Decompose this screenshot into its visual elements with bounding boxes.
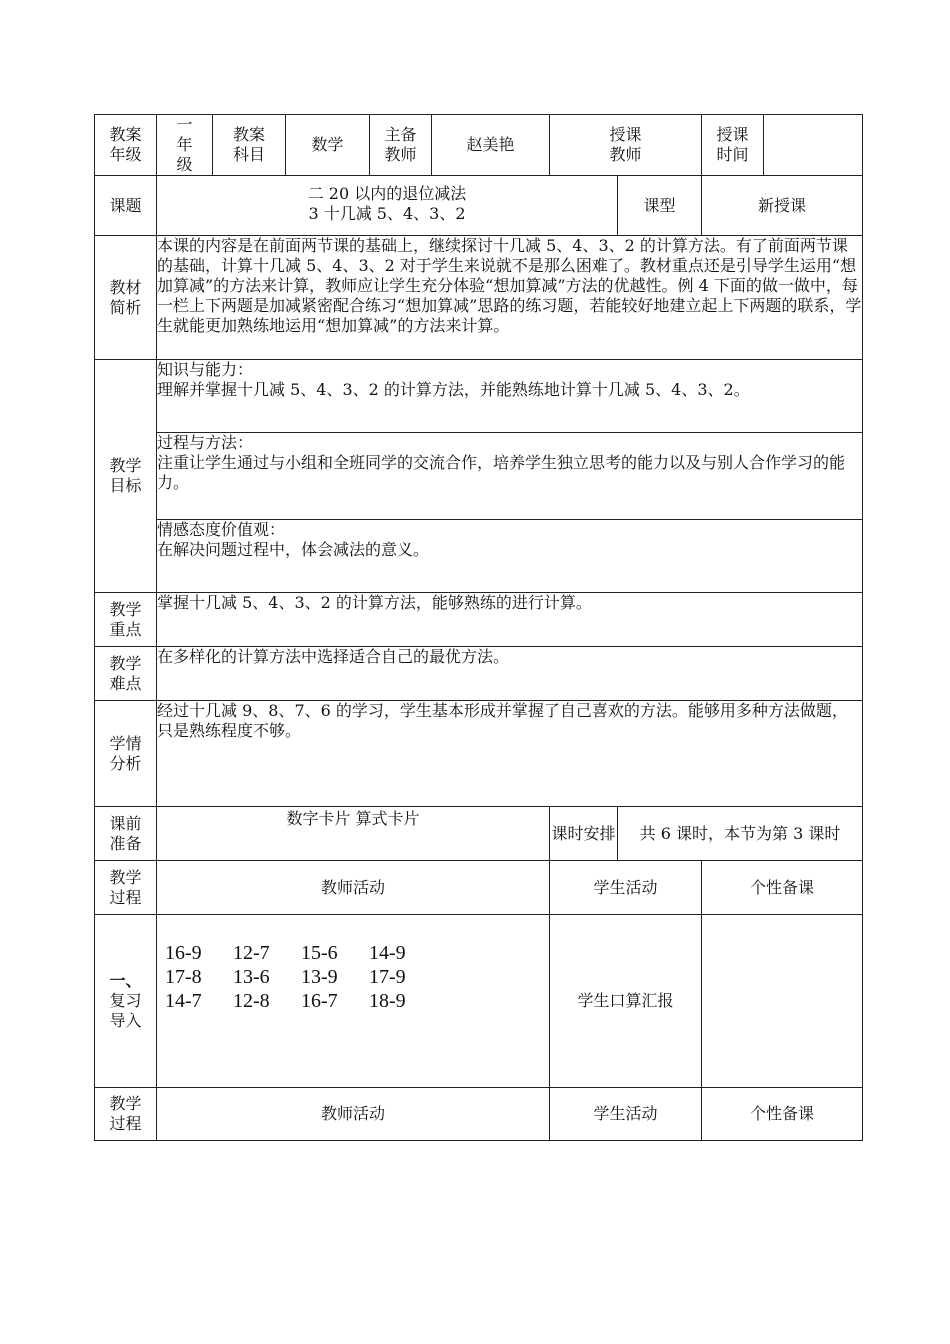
topic-line-2: 3 十几减 5、4、3、2 (308, 204, 466, 223)
exercise-item: 17-9 (369, 966, 406, 988)
lesson-type-value: 新授课 (702, 176, 863, 236)
difficulty-text: 在多样化的计算方法中选择适合自己的最优方法。 (157, 647, 863, 701)
goals-knowledge-row (95, 360, 863, 433)
analysis-text: 经过十几减 9、8、7、6 的学习，学生基本形成并掌握了自己喜欢的方法。能够用多种方法做题，只是熟练程度不够。 (157, 701, 863, 807)
difficulty-row (95, 647, 863, 701)
review-exercises (157, 915, 550, 1088)
goal-emotion (157, 520, 863, 593)
goal-emotion-text: 在解决问题过程中，体会减法的意义。 (157, 540, 430, 559)
prep-label: 课前准备 (95, 807, 157, 861)
subject-label: 教案科目 (213, 115, 286, 176)
review-student-activity: 学生口算汇报 (550, 915, 702, 1088)
schedule-value: 共 6 课时，本节为第 3 课时 (618, 807, 863, 861)
goal-emotion-head: 情感态度价值观： (157, 520, 286, 539)
grade-value: 一年级 (157, 115, 213, 176)
goals-process-row (95, 433, 863, 520)
goals-emotion-row (95, 520, 863, 593)
header-row (95, 115, 863, 176)
time-label: 授课时间 (702, 115, 764, 176)
lead-teacher-label: 主备教师 (370, 115, 432, 176)
exercise-item: 14-9 (369, 942, 406, 964)
topic-row (95, 176, 863, 236)
exercise-item: 16-9 (165, 942, 202, 964)
review-label-num: 一、 (109, 971, 142, 990)
exercise-item: 13-9 (301, 966, 338, 988)
review-row (95, 915, 863, 1088)
exercise-item: 12-8 (233, 990, 270, 1012)
analysis-row (95, 701, 863, 807)
exercise-row (165, 965, 541, 989)
goal-knowledge (157, 360, 863, 433)
goal-knowledge-text: 理解并掌握十几减 5、4、3、2 的计算方法，并能熟练地计算十几减 5、4、3、2。 (157, 380, 750, 399)
analysis-label: 学情分析 (95, 701, 157, 807)
exercise-item: 12-7 (233, 942, 270, 964)
goal-process-text: 注重让学生通过与小组和全班同学的交流合作，培养学生独立思考的能力以及与别人合作学习的能力。 (157, 453, 846, 492)
exercise-item: 14-7 (165, 990, 202, 1012)
review-personal-prep (702, 915, 863, 1088)
exercise-item: 17-8 (165, 966, 202, 988)
goal-knowledge-head: 知识与能力： (157, 360, 254, 379)
exercise-row (165, 941, 541, 965)
process-header-row (95, 861, 863, 915)
focus-row (95, 593, 863, 647)
student-activity-header: 学生活动 (550, 861, 702, 915)
schedule-label: 课时安排 (550, 807, 618, 861)
goals-label: 教学目标 (95, 360, 157, 593)
exercise-item: 18-9 (369, 990, 406, 1012)
textbook-text: 本课的内容是在前面两节课的基础上，继续探讨十几减 5、4、3、2 的计算方法。有了前面两节课的基础，计算十几减 5、4、3、2 对于学生来说就不是那么困难了。教材重点还是引导学生运用“想加算减”的方法来计算，教师应让学生充分体验“想加算减”方法的优越性。例 4 下面的做一做中，每一栏上下两题是加减紧密配合练习“想加算减”思路的练习题，若能较好地建立起上下两题的联系，学生就能更加熟练地运用“想加算减”的方法来计算。 (157, 236, 863, 360)
personal-prep-header: 个性备课 (702, 861, 863, 915)
prep-materials: 数字卡片 算式卡片 (157, 807, 550, 861)
focus-label: 教学重点 (95, 593, 157, 647)
teacher-activity-header-2: 教师活动 (157, 1088, 550, 1141)
exercise-item: 16-7 (301, 990, 338, 1012)
teacher-label: 授课教师 (550, 115, 702, 176)
time-value (764, 115, 863, 176)
lesson-type-label: 课型 (618, 176, 702, 236)
review-label-text: 复习导入 (109, 991, 142, 1030)
focus-text: 掌握十几减 5、4、3、2 的计算方法，能够熟练的进行计算。 (157, 593, 863, 647)
topic-line-1: 二 20 以内的退位减法 (307, 184, 467, 203)
grade-label: 教案年级 (95, 115, 157, 176)
difficulty-label: 教学难点 (95, 647, 157, 701)
personal-prep-header-2: 个性备课 (702, 1088, 863, 1141)
exercise-item: 15-6 (301, 942, 338, 964)
review-label (95, 915, 157, 1088)
process-label: 教学过程 (95, 861, 157, 915)
exercise-item: 13-6 (233, 966, 270, 988)
teacher-activity-header: 教师活动 (157, 861, 550, 915)
exercise-row (165, 989, 541, 1013)
textbook-label: 教材简析 (95, 236, 157, 360)
process-header-row-2 (95, 1088, 863, 1141)
subject-value: 数学 (286, 115, 370, 176)
topic-title (157, 176, 618, 236)
topic-label: 课题 (95, 176, 157, 236)
process-label-2: 教学过程 (95, 1088, 157, 1141)
textbook-row (95, 236, 863, 360)
student-activity-header-2: 学生活动 (550, 1088, 702, 1141)
goal-process (157, 433, 863, 520)
goal-process-head: 过程与方法： (157, 433, 254, 452)
lesson-plan-table (94, 114, 863, 1141)
lead-teacher-value: 赵美艳 (432, 115, 550, 176)
prep-row (95, 807, 863, 861)
